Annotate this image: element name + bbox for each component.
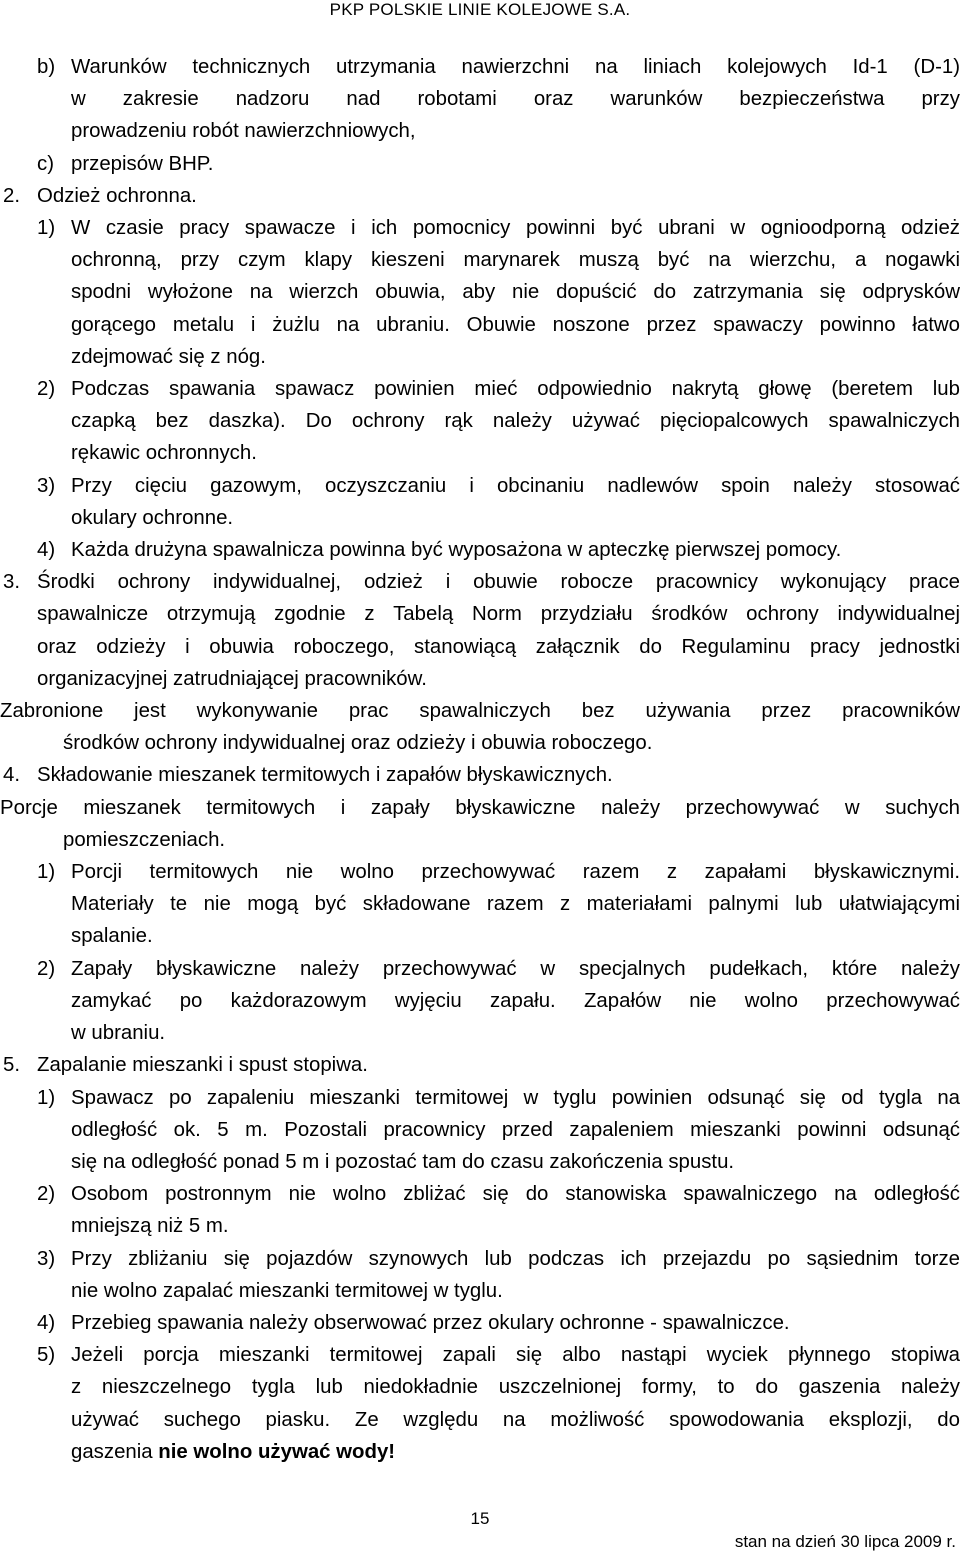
text-prefix: gaszenia [71,1440,159,1463]
warning-emphasis: nie wolno używać wody! [158,1440,396,1463]
list-item-number: 3) [37,474,56,497]
list-item-4-2 [37,953,960,1050]
text-line: zamykać po każdorazowym wyjęciu zapału. Zapałów nie wolno przechowywać [71,989,960,1012]
list-item-number: b) [37,56,56,78]
list-item-b [37,51,960,148]
text-line: Jeżeli porcja mieszanki termitowej zapali się albo nastąpi wyciek płynnego stopiwa [71,1344,960,1367]
section-2-heading [3,180,960,212]
text-line: rękawic ochronnych. [71,442,257,465]
text-line: Przebieg spawania należy obserwować przez okulary ochronne - spawalniczce. [71,1311,790,1334]
list-item-5-5 [37,1339,960,1468]
list-item-number: 2) [37,1183,56,1206]
text-line: Każda drużyna spawalnicza powinna być wyposażona w apteczkę pierwszej pomocy. [71,539,842,562]
text-line: Porcje mieszanek termitowych i zapały błyskawiczne należy przechowywać w suchych [0,796,960,819]
text-line: Zabronione jest wykonywanie prac spawalniczych bez używania przez pracowników [0,700,960,723]
text-line: Zapały błyskawiczne należy przechowywać w specjalnych pudełkach, które należy [71,957,960,980]
text-line: oraz odzieży i obuwia roboczego, stanowiącą załącznik do Regulaminu pracy jednostki [37,635,960,658]
text-line-final [71,1436,960,1468]
text-line: okulary ochronne. [71,506,234,529]
text-line: spodni wyłożone na wierzch obuwia, aby nie dopuścić do zatrzymania się odprysków [71,281,960,304]
section-3 [3,566,960,598]
text-line: Materiały te nie mogą być składowane razem z materiałami palnymi lub ułatwiającymi [71,893,960,916]
list-item-number: 1) [37,1086,56,1109]
list-item-number: 3) [37,1247,56,1270]
list-item-5-1 [37,1082,960,1179]
text-line: W czasie pracy spawacze i ich pomocnicy powinni być ubrani w ognioodporną odzież [71,217,960,240]
list-item-2-1 [37,212,960,373]
section-title: Zapalanie mieszanki i spust stopiwa. [37,1054,368,1077]
section-number: 3. [3,571,21,594]
text-line: odległość ok. 5 m. Pozostali pracownicy przed zapaleniem mieszanki powinni odsunąć [71,1118,960,1141]
text-line: Porcji termitowych nie wolno przechowywać razem z zapałami błyskawicznymi. [71,861,960,884]
text-line: prowadzeniu robót nawierzchniowych, [71,120,416,143]
text-line: organizacyjnej zatrudniającej pracowników. [37,667,427,690]
list-item-number: 1) [37,217,56,240]
section-title: Składowanie mieszanek termitowych i zapałów błyskawicznych. [37,764,613,787]
text-line: z nieszczelnego tygla lub niedokładnie uszczelnionej formy, to do gaszenia należy [71,1376,960,1399]
text-line: pomieszczeniach. [63,828,226,851]
page-number: 15 [470,1509,490,1528]
list-item-number: 2) [37,378,56,401]
text-line: spawalnicze otrzymują zgodnie z Tabelą Norm przydziału środków ochrony indywidualnej [37,603,960,626]
list-item-5-4 [37,1307,960,1339]
list-item-c [37,148,960,180]
text-line: Podczas spawania spawacz powinien mieć odpowiednio nakrytą głowę (beretem lub [71,378,960,401]
section-title: Odzież ochronna. [37,184,197,207]
list-item-number: 4) [37,1311,56,1334]
text-line: środków ochrony indywidualnej oraz odzieży i obuwia roboczego. [63,732,653,755]
section-number: 4. [3,764,21,787]
list-item-number: c) [37,152,54,175]
text-line: mniejszą niż 5 m. [71,1215,229,1238]
text-line: używać suchego piasku. Ze względu na możliwość spowodowania eksplozji, do [71,1408,960,1431]
text-line: w ubraniu. [71,1022,166,1045]
text-line: Osobom postronnym nie wolno zbliżać się do stanowiska spawalniczego na odległość [71,1183,960,1206]
revision-date: stan na dzień 30 lipca 2009 r. [734,1532,956,1551]
section-number: 5. [3,1054,21,1077]
text-line: nie wolno zapalać mieszanki termitowej w tyglu. [71,1279,503,1302]
list-item-number: 1) [37,861,56,884]
list-item-2-2 [37,373,960,470]
page-header: PKP POLSKIE LINIE KOLEJOWE S.A. [329,0,631,19]
list-item-2-3 [37,470,960,534]
list-item-number: 5) [37,1344,56,1367]
text-line: Przy zbliżaniu się pojazdów szynowych lub podczas ich przejazdu po sąsiednim torze [71,1247,960,1270]
list-item-4-1 [37,856,960,953]
text-line: czapką bez daszka). Do ochrony rąk należy używać pięciopalcowych spawalniczych [71,410,960,433]
list-item-5-2 [37,1178,960,1242]
text-line: spalanie. [71,925,153,948]
text-line: się na odległość ponad 5 m i pozostać tam do czasu zakończenia spustu. [71,1150,735,1173]
section-4-heading [3,759,960,791]
text-line: ochronną, przy czym klapy kieszeni marynarek muszą być na wierzchu, a nogawki [71,249,960,272]
list-item-2-4 [37,534,960,566]
text-line: Warunków technicznych utrzymania nawierzchni na liniach kolejowych Id-1 (D-1) [71,56,960,78]
text-line: zdejmować się z nóg. [71,345,266,368]
text-line: w zakresie nadzoru nad robotami oraz warunków bezpieczeństwa przy [71,88,960,111]
text-line: Środki ochrony indywidualnej, odzież i obuwie robocze pracownicy wykonujący prace [37,571,960,594]
list-item-5-3 [37,1243,960,1307]
text-line: Przy cięciu gazowym, oczyszczaniu i obcinaniu nadlewów spoin należy stosować [71,474,960,497]
text-line: przepisów BHP. [71,152,214,175]
text-line: Spawacz po zapaleniu mieszanki termitowej w tyglu powinien odsunąć się od tygla na [71,1086,960,1109]
section-5-heading [3,1049,960,1081]
text-line: gorącego metalu i żużlu na ubraniu. Obuwie noszone przez spawaczy powinno łatwo [71,313,960,336]
list-item-number: 2) [37,957,56,980]
section-number: 2. [3,184,21,207]
document-body [0,51,960,1468]
list-item-number: 4) [37,539,56,562]
